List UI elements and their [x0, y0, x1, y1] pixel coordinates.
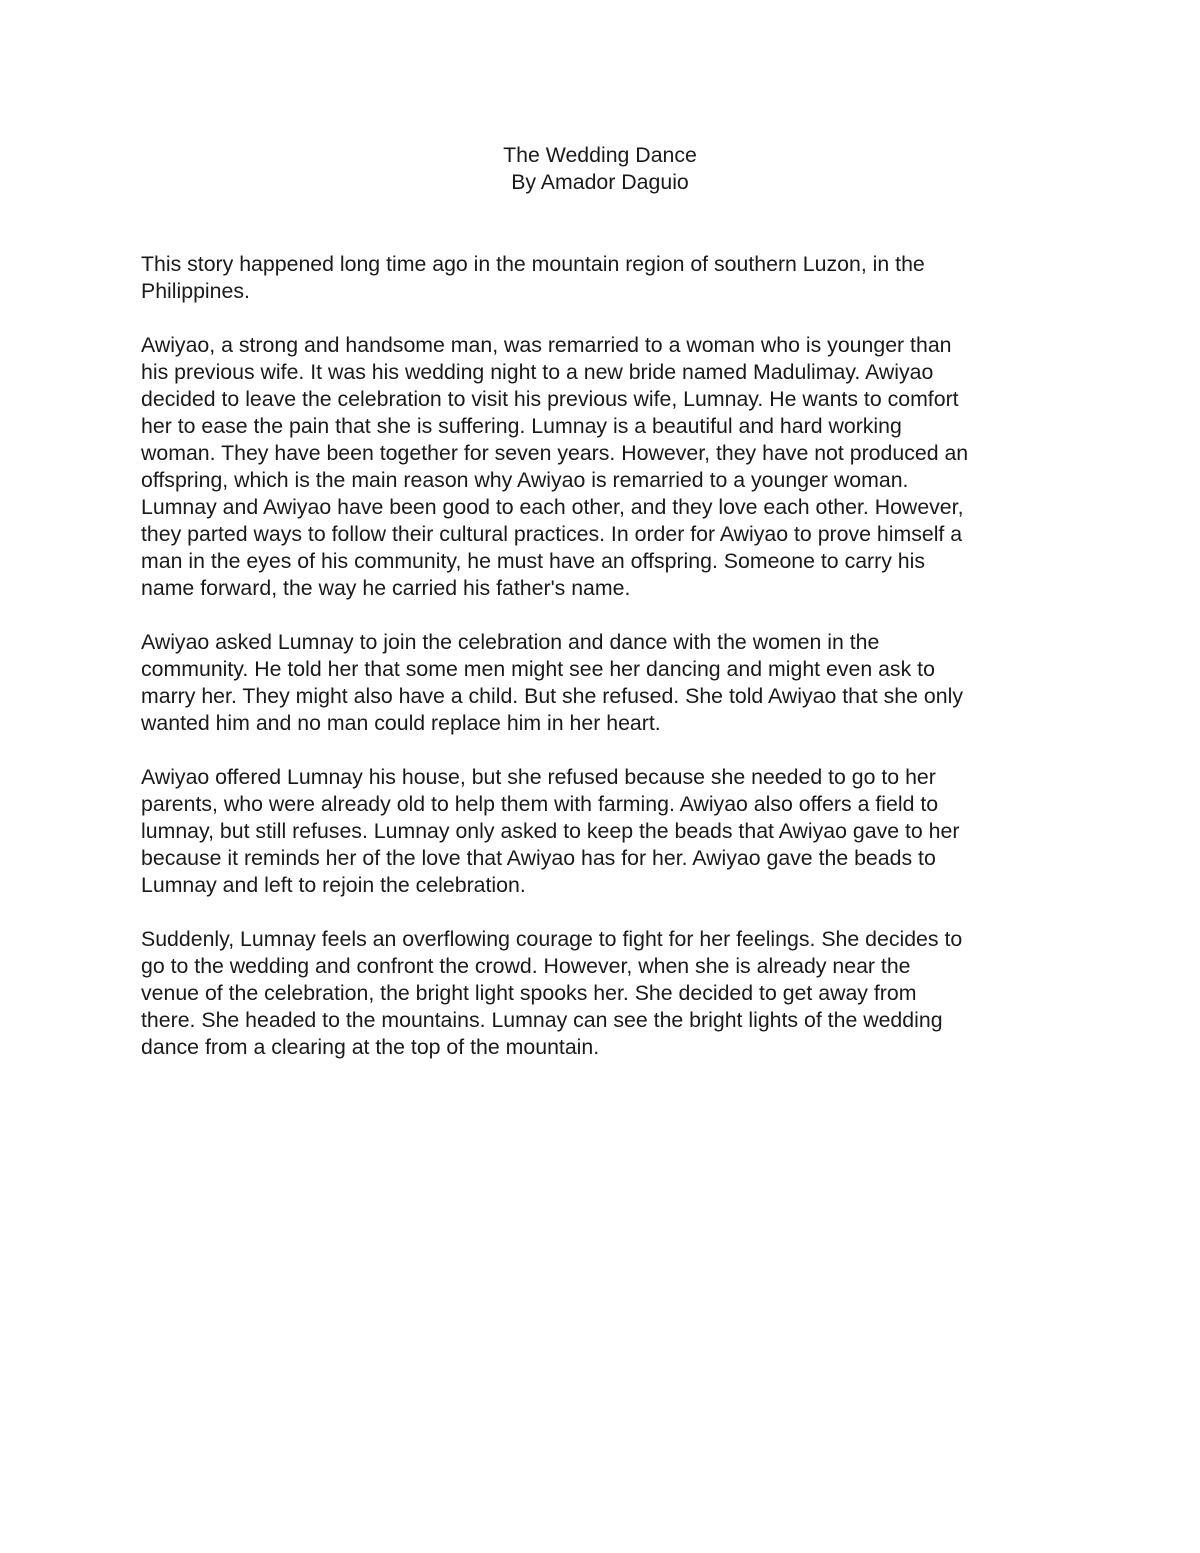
document-title: The Wedding Dance	[503, 143, 697, 167]
paragraph-line: go to the wedding and confront the crowd. However, when she is already near the	[141, 954, 911, 978]
paragraph-line: venue of the celebration, the bright light spooks her. She decided to get away from	[141, 981, 917, 1005]
paragraph	[141, 332, 1081, 602]
paragraph	[141, 764, 1081, 899]
paragraph-line: dance from a clearing at the top of the mountain.	[141, 1035, 600, 1059]
paragraph-line: her to ease the pain that she is suffering. Lumnay is a beautiful and hard working	[141, 414, 902, 438]
paragraph-line: name forward, the way he carried his father's name.	[141, 576, 631, 600]
paragraph-line: offspring, which is the main reason why Awiyao is remarried to a younger woman.	[141, 468, 909, 492]
paragraph-line: Awiyao offered Lumnay his house, but she refused because she needed to go to her	[141, 765, 936, 789]
paragraph-line: there. She headed to the mountains. Lumnay can see the bright lights of the wedding	[141, 1008, 943, 1032]
paragraph-line: community. He told her that some men might see her dancing and might even ask to	[141, 657, 935, 681]
paragraph-line: decided to leave the celebration to visit his previous wife, Lumnay. He wants to comfort	[141, 387, 959, 411]
paragraph	[141, 926, 1081, 1061]
paragraph-line: marry her. They might also have a child. But she refused. She told Awiyao that she only	[141, 684, 963, 708]
paragraph-line: lumnay, but still refuses. Lumnay only asked to keep the beads that Awiyao gave to her	[141, 819, 960, 843]
paragraph-line: parents, who were already old to help them with farming. Awiyao also offers a field to	[141, 792, 939, 816]
paragraph-line: Suddenly, Lumnay feels an overflowing courage to fight for her feelings. She decides to	[141, 927, 963, 951]
paragraph-line: Lumnay and Awiyao have been good to each other, and they love each other. However,	[141, 495, 964, 519]
paragraph-line: they parted ways to follow their cultural practices. In order for Awiyao to prove himself a	[141, 522, 963, 546]
paragraph	[141, 251, 1081, 305]
author-line: By Amador Daguio	[511, 170, 689, 194]
paragraph-line: Awiyao, a strong and handsome man, was remarried to a woman who is younger than	[141, 333, 952, 357]
paragraph-line: man in the eyes of his community, he must have an offspring. Someone to carry his	[141, 549, 926, 573]
paragraph	[141, 629, 1081, 737]
paragraph-line: wanted him and no man could replace him in her heart.	[141, 711, 661, 735]
paragraph-line: Philippines.	[141, 279, 250, 303]
paragraph-line: This story happened long time ago in the mountain region of southern Luzon, in the	[141, 252, 925, 276]
paragraph-line: because it reminds her of the love that Awiyao has for her. Awiyao gave the beads to	[141, 846, 936, 870]
story-body	[141, 251, 1081, 1088]
title-block	[0, 142, 1200, 196]
paragraph-line: Awiyao asked Lumnay to join the celebration and dance with the women in the	[141, 630, 880, 654]
paragraph-line: woman. They have been together for seven years. However, they have not produced an	[141, 441, 969, 465]
paragraph-line: Lumnay and left to rejoin the celebration.	[141, 873, 526, 897]
paragraph-line: his previous wife. It was his wedding night to a new bride named Madulimay. Awiyao	[141, 360, 934, 384]
